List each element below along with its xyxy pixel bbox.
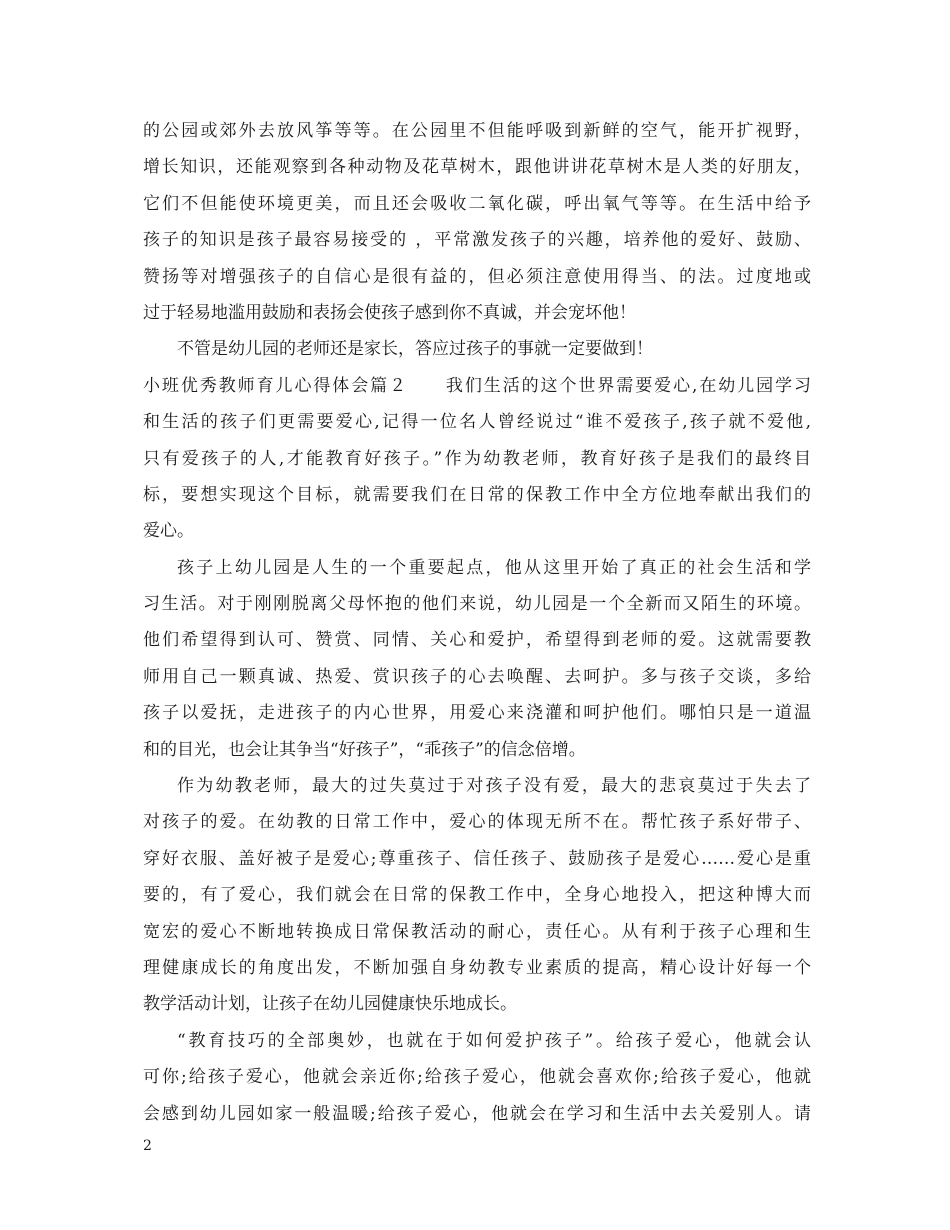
text-line: 和生活的孩子们更需要爱心,记得一位名人曾经说过“谁不爱孩子,孩子就不爱他,	[143, 412, 811, 433]
text-line: 对孩子的爱。在幼教的日常工作中，爱心的体现无所不在。帮忙孩子系好带子、	[143, 812, 811, 833]
text-line: 作为幼教老师，最大的过失莫过于对孩子没有爱，最大的悲哀莫过于失去了	[177, 776, 811, 797]
text-line: 可你;给孩子爱心，他就会亲近你;给孩子爱心，他就会喜欢你;给孩子爱心，他就	[143, 1067, 811, 1088]
text-line: 过于轻易地滥用鼓励和表扬会使孩子感到你不真诚，并会宠坏他！	[143, 302, 636, 323]
text-line: 师用自己一颗真诚、热爱、赏识孩子的心去唤醒、去呵护。多与孩子交谈，多给	[143, 666, 811, 687]
page-number: 2	[143, 1138, 152, 1154]
text-line: 孩子以爱抚，走进孩子的内心世界，用爱心来浇灌和呵护他们。哪怕只是一道温	[143, 703, 811, 724]
text-line: 不管是幼儿园的老师还是家长，答应过孩子的事就一定要做到！	[177, 339, 653, 360]
text-line: 要的，有了爱心，我们就会在日常的保教工作中，全身心地投入，把这种博大而	[143, 885, 811, 906]
text-line: 穿好衣服、盖好被子是爱心;尊重孩子、信任孩子、鼓励孩子是爱心……爱心是重	[143, 848, 811, 869]
text-line: 理健康成长的角度出发，不断加强自身幼教专业素质的提高，精心设计好每一个	[143, 957, 811, 978]
text-line: 增长知识，还能观察到各种动物及花草树木，跟他讲讲花草树木是人类的好朋友，	[143, 157, 811, 178]
text-line: 宽宏的爱心不断地转换成日常保教活动的耐心，责任心。从有利于孩子心理和生	[143, 921, 811, 942]
text-line: 孩子的知识是孩子最容易接受的 ，平常激发孩子的兴趣，培养他的爱好、鼓励、	[143, 230, 811, 251]
text-line: 只有爱孩子的人,才能教育好孩子。”作为幼教老师，教育好孩子是我们的最终目	[143, 448, 811, 469]
text-line: 它们不但能使环境更美，而且还会吸收二氧化碳，呼出氧气等等。在生活中给予	[143, 193, 811, 214]
text-line: 的公园或郊外去放风筝等等。在公园里不但能呼吸到新鲜的空气，能开扩视野，	[143, 121, 811, 141]
text-line: 爱心。	[143, 521, 194, 542]
text-line: 赞扬等对增强孩子的自信心是很有益的，但必须注意使用得当、的法。过度地或	[143, 266, 811, 287]
document-body	[143, 113, 811, 1132]
text-line: 教学活动计划，让孩子在幼儿园健康快乐地成长。	[143, 994, 517, 1015]
text-line: 孩子上幼儿园是人生的一个重要起点，他从这里开始了真正的社会生活和学	[177, 557, 811, 578]
text-line: 会感到幼儿园如家一般温暖;给孩子爱心，他就会在学习和生活中去关爱别人。请	[143, 1103, 811, 1124]
text-line: 小班优秀教师育儿心得体会篇２ 我们生活的这个世界需要爱心,在幼儿园学习	[143, 375, 811, 396]
text-line: 习生活。对于刚刚脱离父母怀抱的他们来说，幼儿园是一个全新而又陌生的环境。	[143, 594, 811, 615]
text-line: “教育技巧的全部奥妙，也就在于如何爱护孩子”。给孩子爱心，他就会认	[177, 1030, 811, 1051]
text-line: 和的目光，也会让其争当“好孩子”，“乖孩子”的信念倍增。	[143, 739, 586, 760]
text-line: 他们希望得到认可、赞赏、同情、关心和爱护，希望得到老师的爱。这就需要教	[143, 630, 811, 651]
text-line: 标，要想实现这个目标，就需要我们在日常的保教工作中全方位地奉献出我们的	[143, 484, 811, 505]
